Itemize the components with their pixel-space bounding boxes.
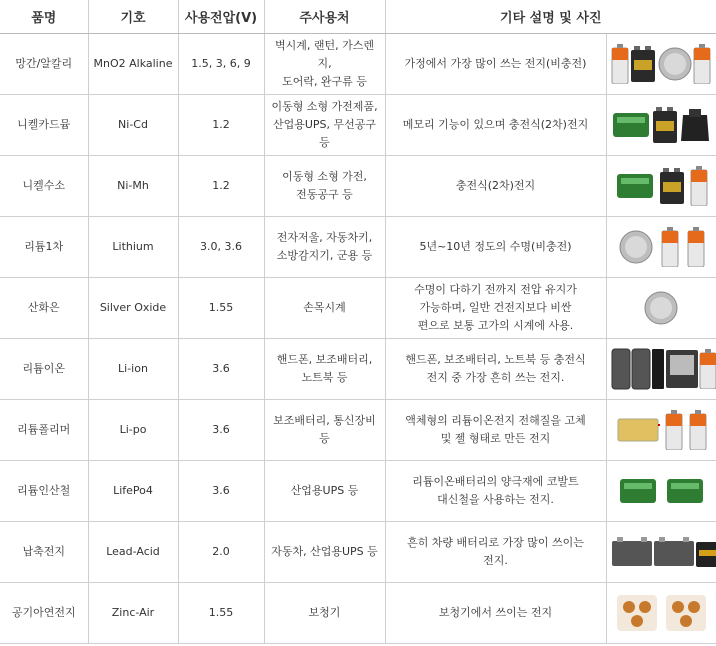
cell-symbol: MnO2 Alkaline (88, 34, 178, 95)
table-row (0, 34, 716, 95)
battery-pack-icon (618, 475, 658, 507)
cell-voltage: 3.6 (178, 339, 264, 400)
cell-symbol: Li-ion (88, 339, 178, 400)
coin-cell-icon (618, 229, 654, 265)
cell-desc: 핸드폰, 보조배터리, 노트북 등 충전식 전지 중 가장 흔히 쓰는 전지. (385, 339, 606, 400)
cell-name: 리튬1차 (0, 217, 88, 278)
table-row (0, 461, 716, 522)
power-bank-icon (631, 348, 651, 390)
cell-use: 벽시계, 랜턴, 가스렌지, 도어락, 완구류 등 (264, 34, 385, 95)
battery-pack-icon (665, 475, 705, 507)
cell-photos (606, 156, 716, 217)
cell-use: 이동형 소형 가전제품, 산업용UPS, 무선공구 등 (264, 95, 385, 156)
battery-icon (687, 227, 705, 267)
coin-cell-icon (643, 290, 679, 326)
table-row (0, 400, 716, 461)
battery-pack-icon (611, 109, 651, 141)
cell-desc: 리튬이온배터리의 양극재에 코발트 대신철을 사용하는 전지. (385, 461, 606, 522)
cell-symbol: Silver Oxide (88, 278, 178, 339)
battery-pack-icon (615, 170, 655, 202)
cell-symbol: Ni-Mh (88, 156, 178, 217)
cell-symbol: Lithium (88, 217, 178, 278)
table-row (0, 339, 716, 400)
hearing-aid-battery-icon (615, 593, 659, 633)
cell-photos (606, 400, 716, 461)
cell-symbol: Ni-Cd (88, 95, 178, 156)
battery-icon (689, 410, 707, 450)
cell-symbol: LifePo4 (88, 461, 178, 522)
lead-acid-icon (611, 537, 653, 567)
cell-name: 리튬이온 (0, 339, 88, 400)
header-symbol: 기호 (88, 0, 178, 34)
cell-voltage: 1.55 (178, 583, 264, 644)
power-tool-battery-icon (679, 107, 711, 143)
cell-name: 리튬인산철 (0, 461, 88, 522)
battery-icon (665, 410, 683, 450)
cell-name: 망간/알칼리 (0, 34, 88, 95)
cell-photos (606, 522, 716, 583)
cell-desc: 5년~10년 정도의 수명(비충전) (385, 217, 606, 278)
table-header (0, 0, 716, 34)
cell-photos (606, 278, 716, 339)
battery-9v-icon (630, 46, 656, 82)
header-desc: 기타 설명 및 사진 (385, 0, 716, 34)
battery-icon (661, 227, 679, 267)
header-use: 주사용처 (264, 0, 385, 34)
battery-icon (699, 349, 716, 389)
cell-voltage: 3.6 (178, 461, 264, 522)
cell-photos (606, 339, 716, 400)
cell-use: 전자저울, 자동차키, 소방감지기, 군용 등 (264, 217, 385, 278)
cell-desc: 수명이 다하기 전까지 전압 유지가 가능하며, 일반 건전지보다 비싼 편으로 보통 고가의 시계에 사용. (385, 278, 606, 339)
cell-voltage: 1.55 (178, 278, 264, 339)
cell-desc: 흔히 차량 배터리로 가장 많이 쓰이는 전지. (385, 522, 606, 583)
table-row (0, 217, 716, 278)
lipo-pouch-icon (616, 415, 660, 445)
battery-9v-icon (652, 107, 678, 143)
cell-voltage: 3.6 (178, 400, 264, 461)
header-name: 품명 (0, 0, 88, 34)
cell-symbol: Lead-Acid (88, 522, 178, 583)
cell-use: 이동형 소형 가전, 전동공구 등 (264, 156, 385, 217)
cell-photos (606, 461, 716, 522)
cell-symbol: Li-po (88, 400, 178, 461)
table-row (0, 278, 716, 339)
cell-use: 손목시계 (264, 278, 385, 339)
cell-photos (606, 583, 716, 644)
cell-name: 니켈수소 (0, 156, 88, 217)
battery-icon (693, 44, 711, 84)
cell-desc: 가정에서 가장 많이 쓰는 전지(비충전) (385, 34, 606, 95)
cell-voltage: 1.2 (178, 95, 264, 156)
cell-photos (606, 95, 716, 156)
cell-name: 리튬폴리머 (0, 400, 88, 461)
coin-cell-icon (657, 46, 693, 82)
cell-voltage: 2.0 (178, 522, 264, 583)
hearing-aid-battery-icon (664, 593, 708, 633)
cell-desc: 액체형의 리튬이온전지 전해질을 고체 및 젤 형태로 만든 전지 (385, 400, 606, 461)
cell-photos (606, 34, 716, 95)
table-row (0, 583, 716, 644)
header-voltage: 사용전압(V) (178, 0, 264, 34)
cell-use: 핸드폰, 보조배터리, 노트북 등 (264, 339, 385, 400)
cell-use: 산업용UPS 등 (264, 461, 385, 522)
cell-use: 보조배터리, 통신장비 등 (264, 400, 385, 461)
cell-photos (606, 217, 716, 278)
cell-desc: 보청기에서 쓰이는 전지 (385, 583, 606, 644)
battery-9v-icon (659, 168, 685, 204)
cell-voltage: 3.0, 3.6 (178, 217, 264, 278)
phone-battery-icon (665, 349, 699, 389)
table-row (0, 156, 716, 217)
cell-name: 납축전지 (0, 522, 88, 583)
cell-desc: 충전식(2차)전지 (385, 156, 606, 217)
cell-use: 보청기 (264, 583, 385, 644)
cell-voltage: 1.2 (178, 156, 264, 217)
car-battery-icon (695, 536, 716, 568)
power-bank-icon (611, 348, 631, 390)
cell-name: 산화은 (0, 278, 88, 339)
table-row (0, 95, 716, 156)
lead-acid-icon (653, 537, 695, 567)
table-row (0, 522, 716, 583)
battery-icon (611, 44, 629, 84)
cell-desc: 메모리 기능이 있으며 충전식(2차)전지 (385, 95, 606, 156)
cell-voltage: 1.5, 3, 6, 9 (178, 34, 264, 95)
cell-symbol: Zinc-Air (88, 583, 178, 644)
cell-name: 공기아연전지 (0, 583, 88, 644)
cell-name: 니켈카드뮴 (0, 95, 88, 156)
laptop-battery-icon (651, 348, 665, 390)
cell-use: 자동차, 산업용UPS 등 (264, 522, 385, 583)
battery-icon (690, 166, 708, 206)
